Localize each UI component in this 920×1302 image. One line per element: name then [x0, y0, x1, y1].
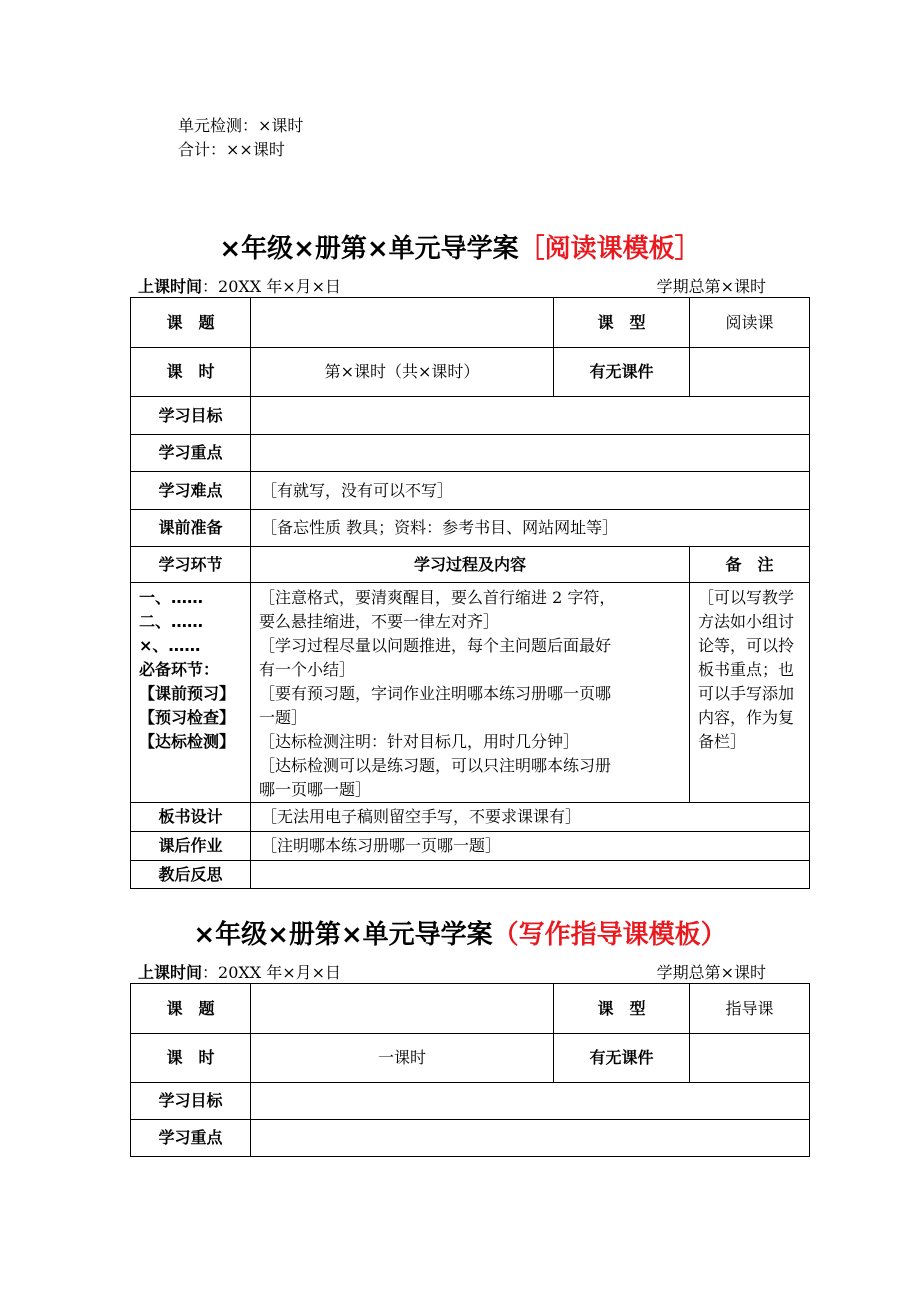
table-row	[131, 832, 810, 861]
process-label: 学习过程及内容	[251, 547, 690, 583]
step-item: ×、……	[139, 636, 201, 655]
courseware-value[interactable]	[690, 1034, 810, 1083]
courseware-label: 有无课件	[554, 348, 690, 397]
period-value[interactable]: 一课时	[251, 1034, 554, 1083]
writing-template-title	[0, 914, 920, 951]
type-value[interactable]: 指导课	[690, 984, 810, 1034]
writing-info-line	[138, 960, 766, 983]
courseware-label: 有无课件	[554, 1034, 690, 1083]
intro-block	[178, 114, 303, 162]
table-row	[131, 1120, 810, 1157]
type-value[interactable]: 阅读课	[690, 298, 810, 348]
process-line: 哪一页哪一题］	[259, 780, 372, 799]
table-row	[131, 298, 810, 348]
notes-line: 内容，作为复	[698, 708, 795, 727]
type-label: 课 型	[554, 984, 690, 1034]
writing-title-tag: （写作指导课模板）	[492, 920, 727, 950]
writing-title-main: ×年级×册第×单元导学案	[193, 920, 493, 950]
goal-label: 学习目标	[131, 1083, 251, 1120]
key-value[interactable]	[251, 1120, 810, 1157]
step-item: 二、……	[139, 612, 204, 631]
table-row	[131, 435, 810, 472]
table-row	[131, 1083, 810, 1120]
notes-label: 备 注	[690, 547, 810, 583]
process-line: 有一个小结］	[259, 660, 356, 679]
process-cell[interactable]	[251, 583, 690, 803]
topic-value[interactable]	[251, 298, 554, 348]
writing-info-right: 学期总第×课时	[656, 963, 766, 982]
table-row	[131, 1034, 810, 1083]
process-line: ［要有预习题，字词作业注明哪本练习册哪一页哪	[259, 684, 612, 703]
homework-label: 课后作业	[131, 832, 251, 861]
steps-cell	[131, 583, 251, 803]
process-line: ［学习过程尽量以问题推进，每个主问题后面最好	[259, 636, 612, 655]
prep-value[interactable]: ［备忘性质 教具；资料：参考书目、网站网址等］	[251, 510, 810, 547]
notes-line: 可以手写添加	[698, 684, 795, 703]
key-label: 学习重点	[131, 1120, 251, 1157]
step-item: 【预习检查】	[139, 708, 236, 727]
process-line: 要么悬挂缩进，不要一律左对齐］	[259, 612, 500, 631]
difficulty-label: 学习难点	[131, 472, 251, 510]
board-label: 板书设计	[131, 803, 251, 832]
table-row	[131, 510, 810, 547]
writing-info-label: 上课时间	[138, 963, 203, 982]
process-line: ［达标检测注明：针对目标几，用时几分钟］	[259, 732, 580, 751]
process-line: ［注意格式，要清爽醒目，要么首行缩进 2 字符，	[259, 588, 616, 607]
board-value[interactable]: ［无法用电子稿则留空手写，不要求课课有］	[251, 803, 810, 832]
period-label: 课 时	[131, 1034, 251, 1083]
reading-info-label: 上课时间	[138, 277, 203, 296]
period-label: 课 时	[131, 348, 251, 397]
prep-label: 课前准备	[131, 510, 251, 547]
table-row	[131, 861, 810, 889]
reflection-value[interactable]	[251, 861, 810, 889]
goal-label: 学习目标	[131, 397, 251, 435]
key-label: 学习重点	[131, 435, 251, 472]
reading-info-right: 学期总第×课时	[656, 277, 766, 296]
reading-info-value: ：20XX 年×月×日	[202, 277, 342, 296]
reading-template-title	[0, 228, 920, 265]
table-row	[131, 397, 810, 435]
step-item: 必备环节：	[139, 660, 220, 679]
key-value[interactable]	[251, 435, 810, 472]
table-row	[131, 803, 810, 832]
table-row	[131, 547, 810, 583]
type-label: 课 型	[554, 298, 690, 348]
writing-template-table	[130, 983, 810, 1157]
reading-title-tag: ［阅读课模板］	[518, 234, 701, 264]
writing-info-value: ：20XX 年×月×日	[202, 963, 342, 982]
reflection-label: 教后反思	[131, 861, 251, 889]
stage-label: 学习环节	[131, 547, 251, 583]
total-line: 合计：××课时	[178, 140, 285, 159]
table-row	[131, 472, 810, 510]
process-line: ［达标检测可以是练习题，可以只注明哪本练习册	[259, 756, 612, 775]
topic-label: 课 题	[131, 298, 251, 348]
unit-test-line: 单元检测：×课时	[178, 116, 304, 135]
table-row	[131, 583, 810, 803]
difficulty-value[interactable]: ［有就写，没有可以不写］	[251, 472, 810, 510]
goal-value[interactable]	[251, 1083, 810, 1120]
reading-template-table	[130, 297, 810, 889]
notes-line: 板书重点；也	[698, 660, 795, 679]
notes-line: 论等，可以拎	[698, 636, 795, 655]
topic-label: 课 题	[131, 984, 251, 1034]
table-row	[131, 984, 810, 1034]
reading-info-line	[138, 274, 766, 297]
notes-cell[interactable]	[690, 583, 810, 803]
process-line: 一题］	[259, 708, 308, 727]
homework-value[interactable]: ［注明哪本练习册哪一页哪一题］	[251, 832, 810, 861]
period-value[interactable]: 第×课时（共×课时）	[251, 348, 554, 397]
reading-title-main: ×年级×册第×单元导学案	[219, 234, 519, 264]
notes-line: 备栏］	[698, 732, 747, 751]
step-item: 一、……	[139, 588, 204, 607]
notes-line: ［可以写教学	[698, 588, 795, 607]
courseware-value[interactable]	[690, 348, 810, 397]
topic-value[interactable]	[251, 984, 554, 1034]
goal-value[interactable]	[251, 397, 810, 435]
step-item: 【课前预习】	[139, 684, 236, 703]
notes-line: 方法如小组讨	[698, 612, 795, 631]
step-item: 【达标检测】	[139, 732, 236, 751]
table-row	[131, 348, 810, 397]
